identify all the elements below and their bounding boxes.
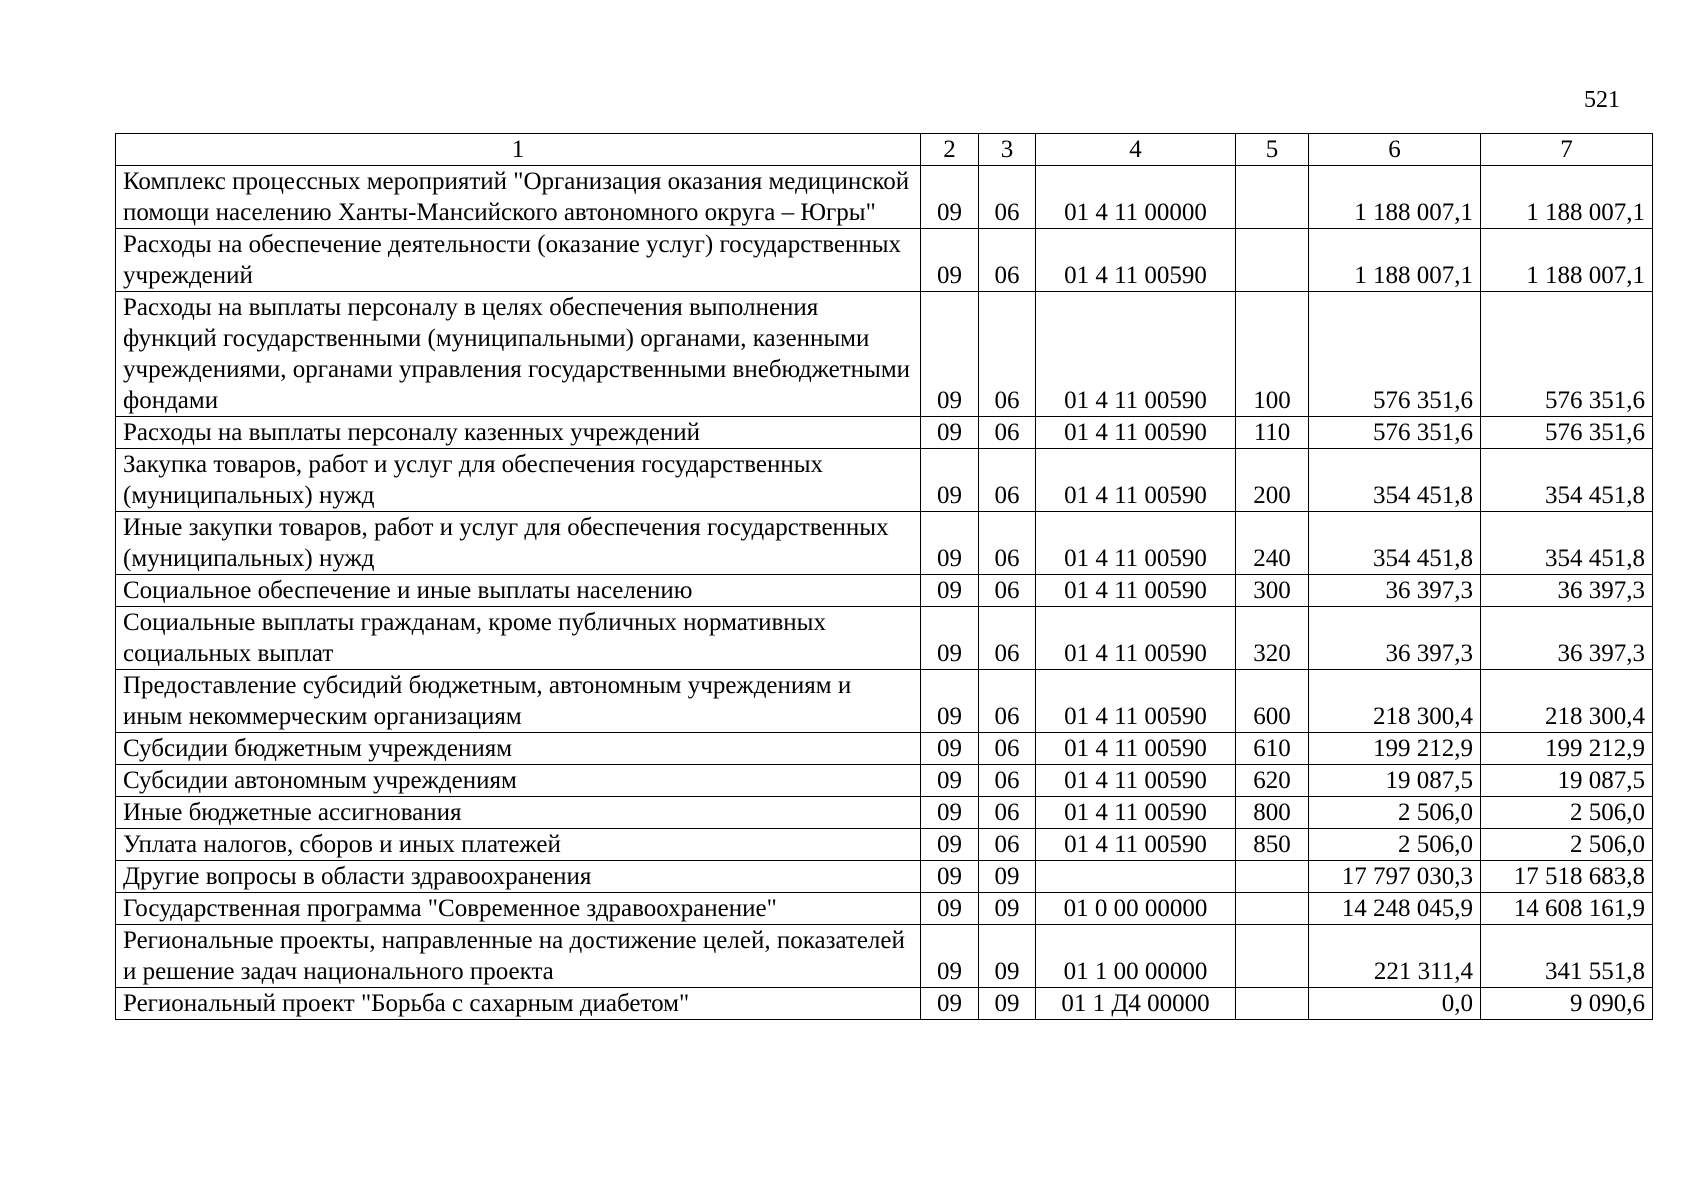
cell-amount-2: 354 451,8	[1481, 449, 1653, 512]
cell-subsection: 06	[979, 575, 1036, 607]
cell-target-article: 01 4 11 00590	[1036, 417, 1236, 449]
cell-section: 09	[921, 733, 979, 765]
cell-amount-1: 36 397,3	[1309, 575, 1481, 607]
header-col-1: 1	[116, 134, 921, 166]
cell-subsection: 09	[979, 861, 1036, 893]
cell-section: 09	[921, 417, 979, 449]
header-col-4: 4	[1036, 134, 1236, 166]
cell-target-article: 01 4 11 00590	[1036, 670, 1236, 733]
cell-amount-1: 576 351,6	[1309, 417, 1481, 449]
cell-target-article: 01 4 11 00590	[1036, 797, 1236, 829]
cell-target-article: 01 4 11 00590	[1036, 829, 1236, 861]
table-row	[116, 861, 1653, 893]
cell-target-article: 01 4 11 00590	[1036, 765, 1236, 797]
cell-target-article: 01 1 Д4 00000	[1036, 988, 1236, 1020]
cell-expense-type	[1236, 988, 1309, 1020]
cell-amount-2: 199 212,9	[1481, 733, 1653, 765]
cell-section: 09	[921, 607, 979, 670]
cell-expense-type: 240	[1236, 512, 1309, 575]
cell-amount-2: 2 506,0	[1481, 797, 1653, 829]
cell-amount-2: 576 351,6	[1481, 292, 1653, 417]
cell-expense-type	[1236, 229, 1309, 292]
table-row	[116, 893, 1653, 925]
cell-amount-1: 576 351,6	[1309, 292, 1481, 417]
cell-name: Иные бюджетные ассигнования	[116, 797, 921, 829]
cell-amount-2: 36 397,3	[1481, 575, 1653, 607]
cell-expense-type: 300	[1236, 575, 1309, 607]
cell-name: Предоставление субсидий бюджетным, автономным учреждениям и иным некоммерческим организациям	[116, 670, 921, 733]
cell-expense-type: 620	[1236, 765, 1309, 797]
cell-subsection: 06	[979, 166, 1036, 229]
table-row	[116, 988, 1653, 1020]
cell-amount-2: 17 518 683,8	[1481, 861, 1653, 893]
cell-amount-1: 199 212,9	[1309, 733, 1481, 765]
header-col-7: 7	[1481, 134, 1653, 166]
cell-amount-1: 14 248 045,9	[1309, 893, 1481, 925]
cell-section: 09	[921, 797, 979, 829]
cell-expense-type: 850	[1236, 829, 1309, 861]
cell-expense-type: 110	[1236, 417, 1309, 449]
cell-expense-type	[1236, 893, 1309, 925]
cell-section: 09	[921, 670, 979, 733]
cell-name: Другие вопросы в области здравоохранения	[116, 861, 921, 893]
cell-target-article: 01 4 11 00590	[1036, 607, 1236, 670]
cell-expense-type	[1236, 861, 1309, 893]
cell-amount-2: 19 087,5	[1481, 765, 1653, 797]
cell-section: 09	[921, 765, 979, 797]
header-col-3: 3	[979, 134, 1036, 166]
cell-name: Закупка товаров, работ и услуг для обеспечения государственных (муниципальных) нужд	[116, 449, 921, 512]
cell-target-article: 01 4 11 00590	[1036, 733, 1236, 765]
table-row	[116, 575, 1653, 607]
cell-name: Субсидии бюджетным учреждениям	[116, 733, 921, 765]
cell-subsection: 06	[979, 417, 1036, 449]
cell-section: 09	[921, 893, 979, 925]
cell-amount-1: 2 506,0	[1309, 829, 1481, 861]
cell-expense-type: 600	[1236, 670, 1309, 733]
table-row	[116, 449, 1653, 512]
cell-amount-1: 354 451,8	[1309, 449, 1481, 512]
cell-target-article: 01 0 00 00000	[1036, 893, 1236, 925]
cell-subsection: 06	[979, 292, 1036, 417]
table-body	[116, 166, 1653, 1020]
header-col-5: 5	[1236, 134, 1309, 166]
cell-amount-1: 19 087,5	[1309, 765, 1481, 797]
cell-expense-type: 200	[1236, 449, 1309, 512]
cell-amount-2: 2 506,0	[1481, 829, 1653, 861]
budget-table	[115, 133, 1653, 1020]
cell-subsection: 06	[979, 512, 1036, 575]
cell-amount-1: 0,0	[1309, 988, 1481, 1020]
cell-amount-2: 354 451,8	[1481, 512, 1653, 575]
cell-section: 09	[921, 166, 979, 229]
cell-section: 09	[921, 829, 979, 861]
cell-name: Региональный проект "Борьба с сахарным диабетом"	[116, 988, 921, 1020]
table-row	[116, 607, 1653, 670]
cell-amount-2: 36 397,3	[1481, 607, 1653, 670]
cell-subsection: 09	[979, 988, 1036, 1020]
table-row	[116, 925, 1653, 988]
cell-section: 09	[921, 861, 979, 893]
cell-name: Социальное обеспечение и иные выплаты населению	[116, 575, 921, 607]
cell-name: Государственная программа "Современное здравоохранение"	[116, 893, 921, 925]
header-col-6: 6	[1309, 134, 1481, 166]
table-row	[116, 797, 1653, 829]
cell-amount-2: 14 608 161,9	[1481, 893, 1653, 925]
cell-subsection: 09	[979, 925, 1036, 988]
cell-amount-2: 576 351,6	[1481, 417, 1653, 449]
table-row	[116, 829, 1653, 861]
page-number: 521	[1584, 87, 1620, 113]
cell-name: Расходы на выплаты персоналу казенных учреждений	[116, 417, 921, 449]
header-col-2: 2	[921, 134, 979, 166]
cell-target-article: 01 4 11 00590	[1036, 449, 1236, 512]
cell-amount-2: 9 090,6	[1481, 988, 1653, 1020]
cell-target-article: 01 4 11 00000	[1036, 166, 1236, 229]
table-row	[116, 765, 1653, 797]
cell-target-article	[1036, 861, 1236, 893]
table-row	[116, 166, 1653, 229]
cell-section: 09	[921, 292, 979, 417]
cell-expense-type	[1236, 925, 1309, 988]
cell-amount-2: 218 300,4	[1481, 670, 1653, 733]
cell-section: 09	[921, 925, 979, 988]
cell-name: Социальные выплаты гражданам, кроме публичных нормативных социальных выплат	[116, 607, 921, 670]
cell-expense-type: 320	[1236, 607, 1309, 670]
cell-target-article: 01 4 11 00590	[1036, 512, 1236, 575]
header-row	[116, 134, 1653, 166]
cell-name: Региональные проекты, направленные на достижение целей, показателей и решение задач национального проекта	[116, 925, 921, 988]
cell-target-article: 01 4 11 00590	[1036, 292, 1236, 417]
cell-subsection: 06	[979, 449, 1036, 512]
cell-target-article: 01 1 00 00000	[1036, 925, 1236, 988]
table-row	[116, 229, 1653, 292]
cell-expense-type: 100	[1236, 292, 1309, 417]
cell-subsection: 06	[979, 765, 1036, 797]
cell-section: 09	[921, 229, 979, 292]
cell-amount-2: 341 551,8	[1481, 925, 1653, 988]
cell-amount-1: 221 311,4	[1309, 925, 1481, 988]
cell-amount-1: 17 797 030,3	[1309, 861, 1481, 893]
cell-subsection: 06	[979, 829, 1036, 861]
cell-amount-1: 354 451,8	[1309, 512, 1481, 575]
cell-name: Уплата налогов, сборов и иных платежей	[116, 829, 921, 861]
cell-section: 09	[921, 575, 979, 607]
cell-subsection: 09	[979, 893, 1036, 925]
cell-expense-type	[1236, 166, 1309, 229]
cell-target-article: 01 4 11 00590	[1036, 229, 1236, 292]
cell-name: Расходы на обеспечение деятельности (оказание услуг) государственных учреждений	[116, 229, 921, 292]
table-row	[116, 670, 1653, 733]
cell-section: 09	[921, 449, 979, 512]
cell-target-article: 01 4 11 00590	[1036, 575, 1236, 607]
cell-subsection: 06	[979, 229, 1036, 292]
cell-expense-type: 610	[1236, 733, 1309, 765]
cell-section: 09	[921, 988, 979, 1020]
cell-amount-2: 1 188 007,1	[1481, 229, 1653, 292]
table-row	[116, 733, 1653, 765]
cell-amount-1: 1 188 007,1	[1309, 166, 1481, 229]
cell-subsection: 06	[979, 797, 1036, 829]
cell-expense-type: 800	[1236, 797, 1309, 829]
cell-subsection: 06	[979, 733, 1036, 765]
table-row	[116, 417, 1653, 449]
cell-subsection: 06	[979, 607, 1036, 670]
cell-section: 09	[921, 512, 979, 575]
cell-name: Субсидии автономным учреждениям	[116, 765, 921, 797]
cell-amount-1: 1 188 007,1	[1309, 229, 1481, 292]
table-row	[116, 512, 1653, 575]
cell-amount-1: 218 300,4	[1309, 670, 1481, 733]
cell-name: Иные закупки товаров, работ и услуг для обеспечения государственных (муниципальных) нужд	[116, 512, 921, 575]
cell-subsection: 06	[979, 670, 1036, 733]
cell-amount-2: 1 188 007,1	[1481, 166, 1653, 229]
cell-amount-1: 36 397,3	[1309, 607, 1481, 670]
table-row	[116, 292, 1653, 417]
cell-name: Комплекс процессных мероприятий "Организация оказания медицинской помощи населению Ханты-Мансийского автономного округа – Югры"	[116, 166, 921, 229]
cell-amount-1: 2 506,0	[1309, 797, 1481, 829]
cell-name: Расходы на выплаты персоналу в целях обеспечения выполнения функций государственными (муниципальными) органами, казенными учреждениями, органами управления государственными внебюджетными фондами	[116, 292, 921, 417]
